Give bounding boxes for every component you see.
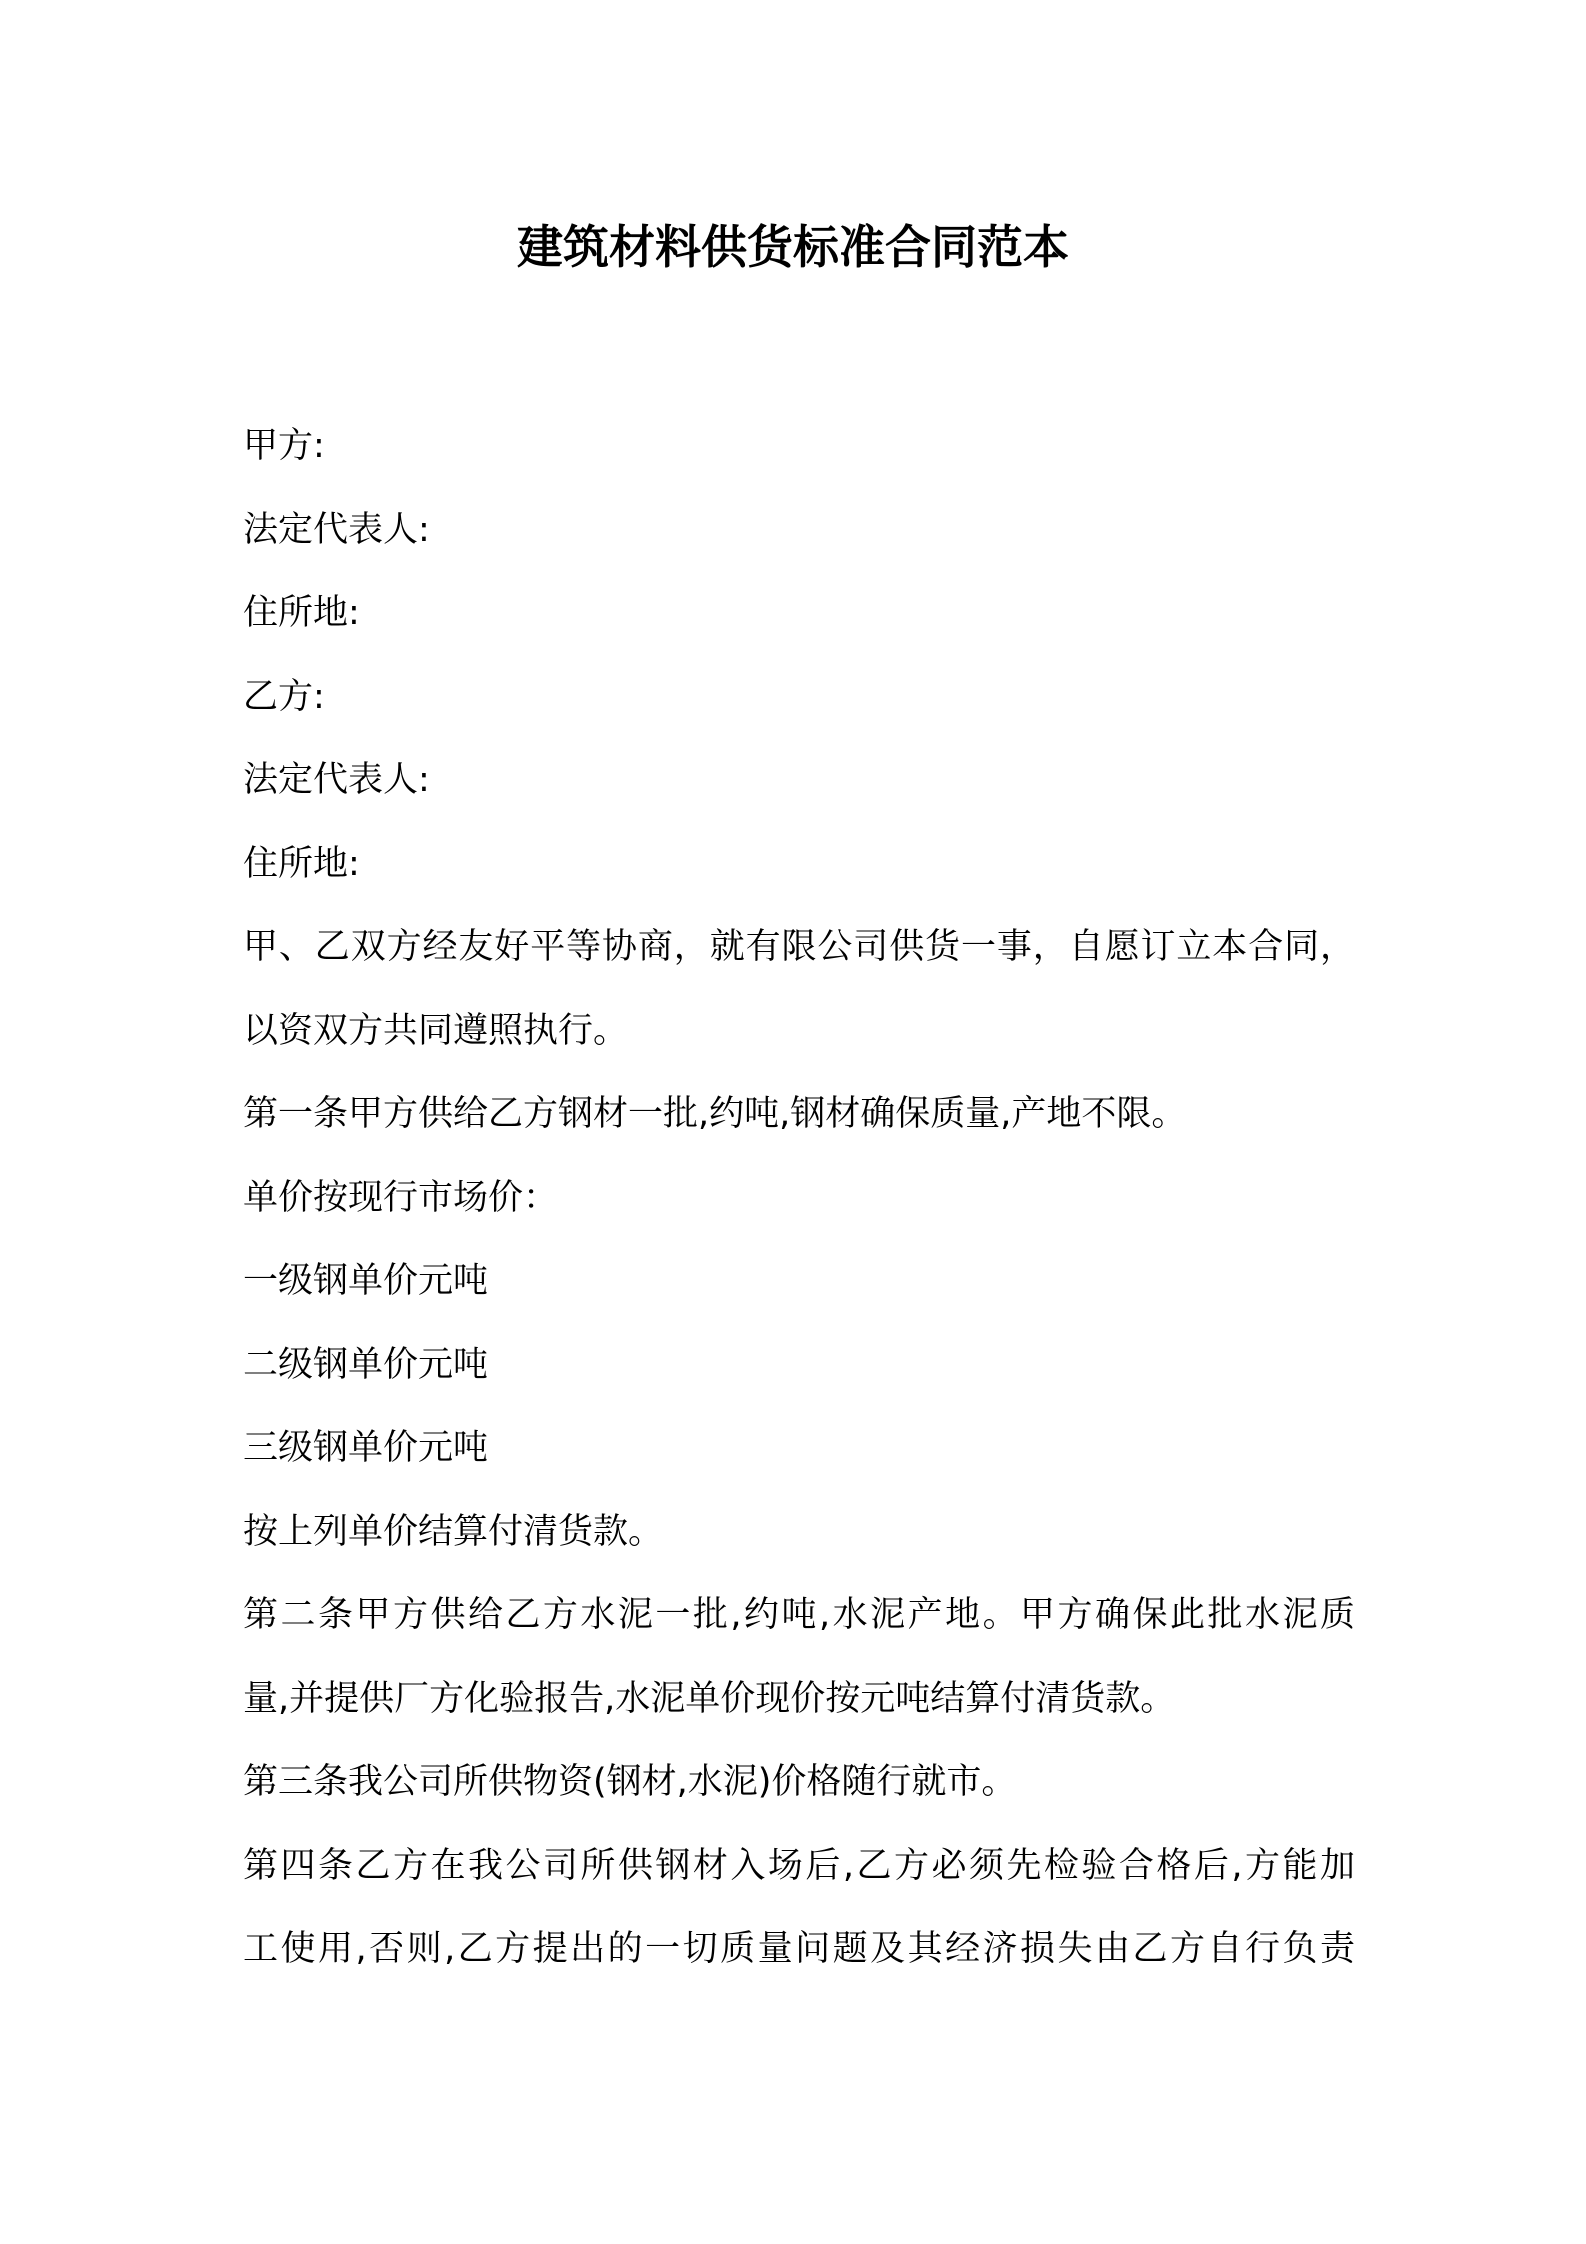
document-title: 建筑材料供货标准合同范本 [517, 220, 1069, 274]
article-4-line-2: 工使用,否则,乙方提出的一切质量问题及其经济损失由乙方自行负责 [243, 1929, 1355, 1969]
article-1-grade-3-price: 三级钢单价元吨 [243, 1428, 489, 1468]
article-2-paragraph [243, 1574, 1355, 1741]
party-a-address-label: 住所地: [243, 593, 360, 633]
party-a-representative-label: 法定代表人: [243, 509, 430, 550]
document-body [243, 405, 1355, 1992]
party-a-label: 甲方: [243, 426, 325, 466]
preamble-paragraph [243, 906, 1355, 1073]
article-1-grade-2-price: 二级钢单价元吨 [243, 1344, 489, 1385]
article-3-text: 第三条我公司所供物资(钢材,水泥)价格随行就市。 [243, 1762, 1017, 1802]
party-b-address-label: 住所地: [243, 843, 360, 884]
party-b-representative-label: 法定代表人: [243, 760, 430, 800]
preamble-line-1: 甲、乙双方经友好平等协商，就有限公司供货一事，自愿订立本合同， [243, 927, 1355, 967]
article-1-text: 第一条甲方供给乙方钢材一批,约吨,钢材确保质量,产地不限。 [243, 1094, 1187, 1134]
article-4-paragraph [243, 1825, 1355, 1992]
article-2-line-2: 量,并提供厂方化验报告,水泥单价现价按元吨结算付清货款。 [243, 1678, 1176, 1719]
article-2-line-1: 第二条甲方供给乙方水泥一批,约吨,水泥产地。甲方确保此批水泥质 [243, 1595, 1355, 1635]
preamble-line-2: 以资双方共同遵照执行。 [243, 1010, 629, 1051]
party-b-label: 乙方: [243, 676, 325, 717]
article-1-price-intro: 单价按现行市场价： [243, 1177, 559, 1218]
article-1-settlement: 按上列单价结算付清货款。 [243, 1511, 664, 1552]
article-4-line-1: 第四条乙方在我公司所供钢材入场后,乙方必须先检验合格后,方能加 [243, 1845, 1355, 1886]
article-1-grade-1-price: 一级钢单价元吨 [243, 1261, 489, 1301]
